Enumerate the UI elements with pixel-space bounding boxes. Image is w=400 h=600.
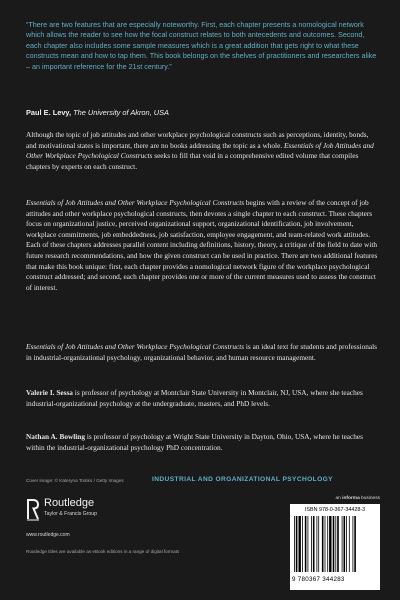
intro-text-before: Although the topic of job attitudes and other workplace psychological constructs such as perceptions, identity, bonds, and motivational states is important, there are no books addressing the topic as a whole. bbox=[26, 130, 369, 150]
barcode-bar bbox=[335, 516, 336, 572]
barcode-bar bbox=[353, 516, 354, 572]
barcode bbox=[290, 504, 380, 590]
editor-name: Nathan A. Bowling bbox=[26, 432, 85, 441]
barcode-bar bbox=[317, 516, 318, 572]
publisher-group: Taylor & Francis Group bbox=[44, 511, 98, 517]
barcode-bar bbox=[305, 516, 307, 572]
barcode-bar bbox=[354, 516, 356, 572]
barcode-bar bbox=[308, 516, 309, 572]
barcode-bar bbox=[337, 516, 339, 572]
barcode-bar bbox=[313, 516, 315, 572]
publisher-logo bbox=[26, 497, 116, 531]
editor-name: Valerie I. Sessa bbox=[26, 388, 73, 397]
cover-image-credit: Cover image: © Kateryna Tomko / Getty Images bbox=[26, 478, 124, 483]
audience-book-title: Essentials of Job Attitudes and Other Workplace Psychological Constructs bbox=[26, 342, 245, 351]
barcode-bar bbox=[349, 516, 350, 572]
audience-text: is an ideal text for students and professionals in industrial-organizational psychology, organizational behavior, and human resource management. bbox=[26, 342, 378, 362]
publisher-name: Routledge bbox=[44, 497, 95, 509]
barcode-bar bbox=[299, 516, 301, 572]
barcode-bar bbox=[327, 516, 328, 572]
barcode-bar bbox=[296, 516, 298, 572]
barcode-bar bbox=[302, 516, 303, 572]
informa-brand: informa bbox=[342, 496, 360, 501]
isbn-text: ISBN 978-0-367-34428-3 bbox=[304, 507, 366, 513]
author-affiliation: The University of Akron, USA bbox=[73, 108, 169, 117]
barcode-number: 9 780367 344283 bbox=[292, 576, 345, 583]
editor-bio bbox=[26, 388, 378, 409]
editor-bio bbox=[26, 432, 378, 453]
barcode-bars bbox=[294, 516, 376, 572]
overview-book-title: Essentials of Job Attitudes and Other Workplace Psychological Constructs bbox=[26, 198, 245, 207]
endorsement-quote: “There are two features that are especially noteworthy. First, each chapter presents a nomological network which allows the reader to see how the focal construct relates to both antecedents and outcomes. Second, each chapter also includes some sample measures which is a great addition that gets right to what these constructs mean and how to tap them. This book belongs on the shelves of practitioners and researchers alike – an important reference for the 21st century.” bbox=[26, 20, 377, 71]
intro-paragraph bbox=[26, 130, 378, 172]
overview-text: begins with a review of the concept of job attitudes and other workplace psychological constructs, then devotes a single chapter to each construct. These chapters focus on organizational justice, perceived organizational support, organizational identification, job involvement, workplace commitments, job embeddedness, job satisfaction, employee engagement, and team-related work attitudes. Each of these chapters addresses parallel content including definitions, history, theory, a critique of the field to date with future research recommendations, and how the given construct can be used in practice. There are two additional features that make this book unique: first, each chapter provides a nomological network figure of the workplace psychological construct addressed; and second, each chapter provides one or more of the current measures used to assess the construct of interest. bbox=[26, 198, 378, 292]
barcode-bar bbox=[333, 516, 335, 572]
editor-bio-text: is professor of psychology at Montclair State University in Montclair, NJ, USA, where she teaches industrial-organizational psychology at the undergraduate, masters, and PhD levels. bbox=[26, 388, 363, 408]
barcode-bar bbox=[342, 516, 343, 572]
editor-bio-text: is professor of psychology at Wright State University in Dayton, Ohio, USA, where he teaches within the industrial-organizational psychology PhD concentration. bbox=[26, 432, 364, 452]
barcode-bar bbox=[318, 516, 319, 572]
publisher-url[interactable]: www.routledge.com bbox=[26, 532, 70, 538]
informa-prefix: an bbox=[335, 496, 343, 501]
barcode-bar bbox=[329, 516, 331, 572]
ebook-note: Routledge titles are available as eBook editions in a range of digital formats bbox=[26, 549, 180, 554]
informa-suffix: business bbox=[359, 496, 380, 501]
barcode-bar bbox=[325, 516, 326, 572]
subject-category: INDUSTRIAL AND ORGANIZATIONAL PSYCHOLOGY bbox=[152, 476, 333, 483]
barcode-bar bbox=[311, 516, 312, 572]
endorsement-author bbox=[26, 108, 378, 117]
barcode-bar bbox=[294, 516, 295, 572]
routledge-r-icon bbox=[26, 497, 40, 521]
barcode-bar bbox=[346, 516, 347, 572]
author-name: Paul E. Levy, bbox=[26, 108, 72, 117]
informa-tagline bbox=[292, 496, 380, 501]
intro-book-title: Essentials of Job Attitudes and Other Workplace Psychological Constructs bbox=[26, 140, 374, 161]
audience-paragraph bbox=[26, 342, 378, 363]
barcode-bar bbox=[322, 516, 324, 572]
intro-text-after: seeks to fill that void in a comprehensive edited volume that compiles chapters by experts on each construct. bbox=[26, 151, 359, 171]
barcode-bar bbox=[344, 516, 346, 572]
overview-paragraph bbox=[26, 198, 378, 293]
